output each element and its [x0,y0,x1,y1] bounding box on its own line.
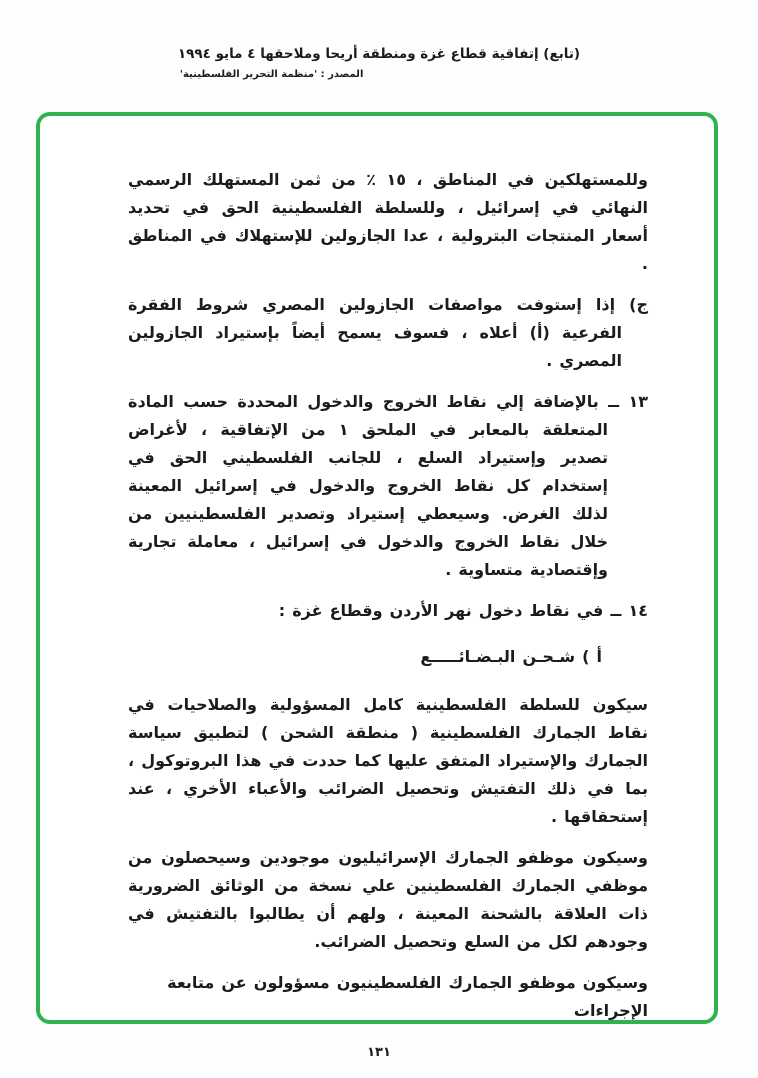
para-palestinian-authority-customs: سيكون للسلطة الفلسطينية كامل المسؤولية والصلاحيات في نقاط الجمارك الفلسطينية ( منطقة الشحن ) لتطبيق سياسة الجمارك والإستيراد المتفق عليها كما حددت في هذا البروتوكول ، بما في ذلك التفتيش وتحصيل الضرائب والأعباء الأخري ، عند إستحقاقها . [128,695,648,826]
para-israeli-customs-officials: وسيكون موظفو الجمارك الإسرائيليون موجودين وسيحصلون من موظفي الجمارك الفلسطينين علي نسخة من الوثائق الضرورية ذات العلاقة بالشحنة المعينة ، ولهم أن يطالبوا بالتفتيش في وجودهم لكل من السلع وتحصيل الضرائب. [128,848,648,951]
para-clause-j-egyptian-gasoline: ج) إذا إستوفت مواصفات الجازولين المصري شروط الفقرة الفرعية (أ) أعلاه ، فسوف يسمح أيضاً بإستيراد الجازولين المصري . [128,295,648,370]
document-body [128,166,648,1038]
para-fuel-prices: وللمستهلكين في المناطق ، ١٥ ٪ من ثمن المستهلك الرسمي النهائي في إسرائيل ، وللسلطة الفلسطينية الحق في تحديد أسعار المنتجات البترولية ، عدا الجازولين للإستهلاك في المناطق . [128,170,649,273]
para-palestinian-customs-officials: وسيكون موظفو الجمارك الفلسطينيون مسؤولون عن متابعة الإجراءات [167,973,648,1020]
page-number: ١٣١ [367,1045,391,1060]
header-source: المصدر : 'منظمة التحرير الفلسطينية' [179,69,364,80]
header-title: (تابع) إتفاقية قطاع غزة ومنطقة أريحا وملاحقها ٤ مايو ١٩٩٤ [177,46,581,62]
header-block [178,46,580,80]
para-item-14-jordan-river-gaza: ١٤ ــ في نقاط دخول نهر الأردن وقطاع غزة : [278,601,648,620]
subheading-a-freight-shipping: أ ) شـحـن البـضـائـــــع [420,647,602,666]
page-header [0,46,758,81]
para-item-13-exit-entry-points: ١٣ ــ بالإضافة إلي نقاط الخروج والدخول المحددة حسب المادة المتعلقة بالمعابر في الملحق ١ من الإتفاقية ، لأغراض تصدير وإستيراد السلع ، للجانب الفلسطيني الحق في إستخدام كل نقاط الخروج والدخول في إسرائيل المعينة لذلك الغرض. وسيعطي إستيراد وتصدير الفلسطينيين من خلال نقاط الخروج والدخول في إسرائيل ، معاملة تجارية وإقتصادية متساوية . [128,392,648,579]
